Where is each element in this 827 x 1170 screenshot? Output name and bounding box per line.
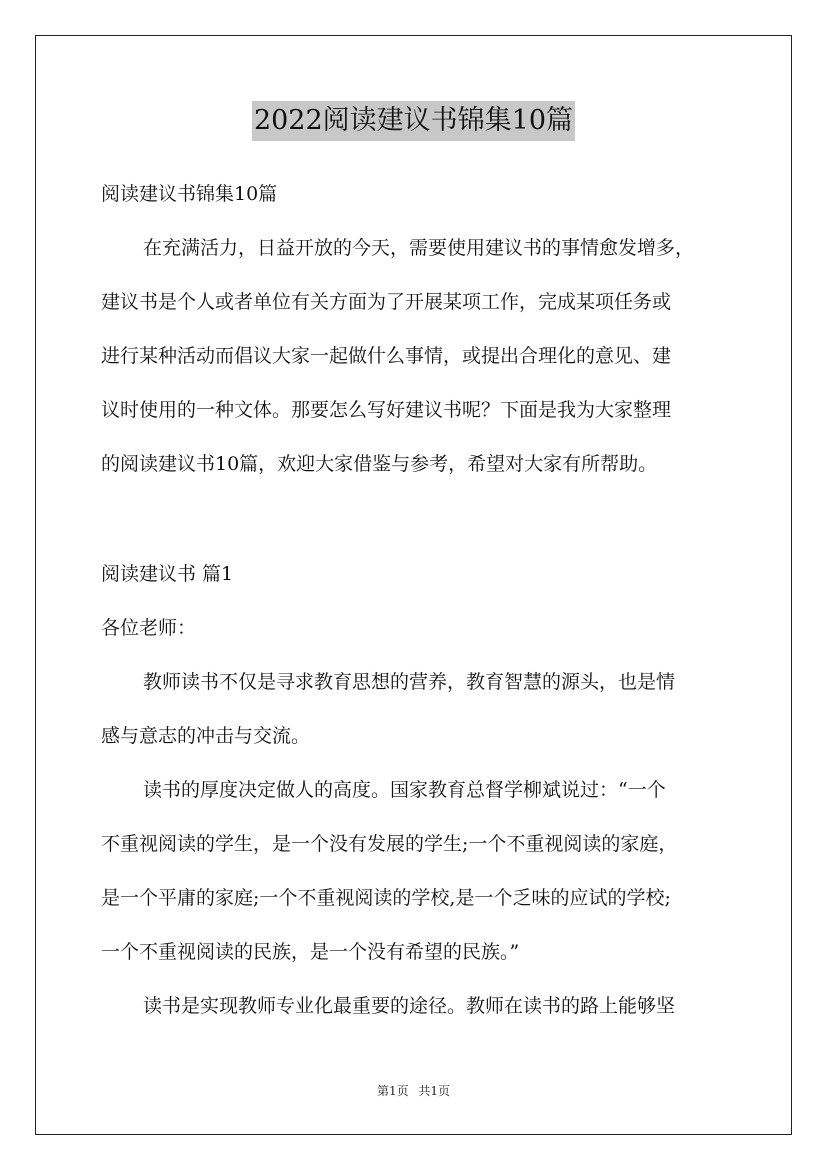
paragraph-line: 建议书是个人或者单位有关方面为了开展某项工作，完成某项任务或 (101, 291, 672, 313)
page-number: 第1页 (376, 1084, 409, 1098)
subtitle-line: 阅读建议书锦集10篇 (101, 183, 278, 205)
page-footer (0, 1083, 827, 1099)
paragraph-line: 在充满活力，日益开放的今天，需要使用建议书的事情愈发增多， (143, 237, 695, 259)
title-container (0, 101, 827, 141)
paragraph-line: 读书的厚度决定做人的高度。国家教育总督学柳斌说过：“一个 (143, 779, 666, 801)
paragraph-line: 的阅读建议书10篇，欢迎大家借鉴与参考，希望对大家有所帮助。 (101, 453, 658, 475)
paragraph-line: 议时使用的一种文体。那要怎么写好建议书呢？下面是我为大家整理 (101, 399, 672, 421)
document-title: 2022阅读建议书锦集10篇 (252, 101, 575, 141)
page-total: 共1页 (418, 1084, 451, 1098)
paragraph-line: 读书是实现教师专业化最重要的途径。教师在读书的路上能够坚 (143, 995, 676, 1017)
paragraph-line: 教师读书不仅是寻求教育思想的营养，教育智慧的源头，也是情 (143, 671, 676, 693)
paragraph-line: 不重视阅读的学生，是一个没有发展的学生;一个不重视阅读的家庭， (101, 833, 678, 855)
paragraph-line: 一个不重视阅读的民族，是一个没有希望的民族。” (101, 941, 520, 963)
paragraph-line: 进行某种活动而倡议大家一起做什么事情，或提出合理化的意见、建 (101, 345, 672, 367)
paragraph-line: 感与意志的冲击与交流。 (101, 725, 311, 747)
salutation: 各位老师： (101, 617, 197, 639)
section-heading: 阅读建议书 篇1 (101, 563, 234, 585)
paragraph-line: 是一个平庸的家庭;一个不重视阅读的学校,是一个乏味的应试的学校; (101, 887, 671, 909)
